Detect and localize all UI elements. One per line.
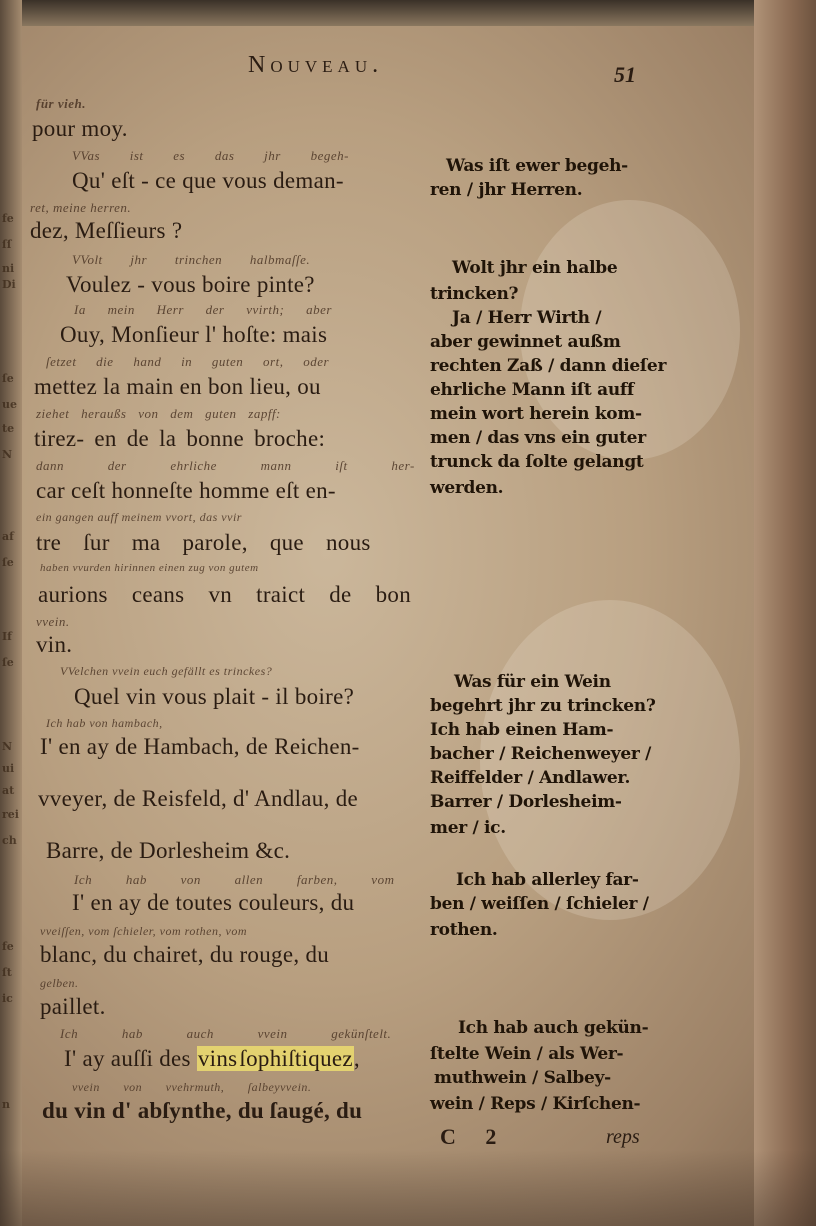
german-line: Was iſt ewer begeh- xyxy=(446,156,628,176)
margin-fragment: ſſ xyxy=(2,238,12,251)
running-head: Nouveau. xyxy=(248,52,384,78)
german-line: rothen. xyxy=(430,920,498,940)
german-line: men / das vns ein guter xyxy=(430,428,646,448)
german-line: ehrliche Mann iſt auff xyxy=(430,380,634,400)
margin-fragment: ue xyxy=(2,398,17,411)
german-line: mein wort herein kom- xyxy=(430,404,642,424)
french-line: I' en ay de Hambach, de Reichen- xyxy=(40,734,360,759)
german-line: bacher / Reichenweyer / xyxy=(430,744,652,764)
german-line: werden. xyxy=(430,478,504,498)
german-line: Ich hab einen Ham- xyxy=(430,720,614,740)
french-line: I' en ay de toutes couleurs, du xyxy=(72,890,355,915)
german-line: ſtelte Wein / als Wer- xyxy=(430,1044,624,1064)
margin-fragment: rei xyxy=(2,808,19,821)
page-left-edge xyxy=(0,0,22,1226)
french-line: pour moy. xyxy=(32,116,128,141)
french-line: Qu' eſt - ce que vous deman- xyxy=(72,168,344,193)
french-line xyxy=(64,1046,360,1072)
german-interlinear: für vieh. xyxy=(36,96,86,111)
german-line: wein / Reps / Kirſchen- xyxy=(430,1094,641,1114)
page-bottom-shadow xyxy=(0,1150,816,1226)
margin-fragment: ſe xyxy=(2,556,14,569)
margin-fragment: ſe xyxy=(2,656,14,669)
german-interlinear: ſetzet die hand in guten ort, oder xyxy=(46,354,330,369)
german-interlinear: Ich hab von hambach, xyxy=(46,716,163,730)
german-line: Ich hab auch gekün- xyxy=(458,1018,649,1038)
page-number: 51 xyxy=(614,62,636,87)
german-interlinear: gelben. xyxy=(40,976,79,990)
margin-fragment: af xyxy=(2,530,14,543)
french-line: paillet. xyxy=(40,994,106,1019)
german-interlinear: haben vvurden hirinnen einen zug von gutem xyxy=(40,562,259,574)
french-line: du vin d' abſynthe, du ſaugé, du xyxy=(42,1098,363,1123)
german-interlinear: ret, meine herren. xyxy=(30,200,132,215)
french-line: tre ſur ma parole, que nous xyxy=(36,530,371,555)
german-line: trincken? xyxy=(430,284,519,304)
german-interlinear: ziehet heraußs von dem guten zapff: xyxy=(36,406,281,421)
german-line: Ich hab allerley far- xyxy=(456,870,639,890)
french-line: vin. xyxy=(36,632,73,657)
german-line: muthwein / Salbey- xyxy=(434,1068,611,1088)
margin-fragment: ſt xyxy=(2,966,12,979)
german-line: aber gewinnet außm xyxy=(430,332,621,352)
german-line: trunck da ſolte gelangt xyxy=(430,452,644,472)
page-right-edge xyxy=(754,0,816,1226)
german-interlinear: vvein von vvehrmuth, ſalbeyvvein. xyxy=(72,1080,312,1094)
french-line: Voulez - vous boire pinte? xyxy=(66,272,315,297)
german-interlinear: vveiſſen, vom ſchieler, vom rothen, vom xyxy=(40,924,247,938)
german-interlinear: dann der ehrliche mann iſt her- xyxy=(36,458,415,473)
french-line: Quel vin vous plait - il boire? xyxy=(74,684,355,709)
margin-fragment: ic xyxy=(2,992,13,1005)
german-line: mer / ic. xyxy=(430,818,506,838)
french-line: tirez- en de la bonne broche: xyxy=(34,426,326,451)
margin-fragment: fe xyxy=(2,212,14,225)
french-line: aurions ceans vn traict de bon xyxy=(38,582,411,607)
french-text: I' ay auſſi des xyxy=(64,1046,191,1071)
german-interlinear: VVas ist es das jhr begeh- xyxy=(72,148,349,163)
margin-fragment: N xyxy=(2,448,13,461)
signature-mark: C 2 xyxy=(440,1124,497,1149)
german-interlinear: Ich hab von allen farben, vom xyxy=(74,872,395,887)
margin-fragment: Di xyxy=(2,278,16,291)
french-line: vveyer, de Reisfeld, d' Andlau, de xyxy=(38,786,359,811)
german-interlinear: VVolt jhr trinchen halbmaſſe. xyxy=(72,252,311,267)
german-line: Reiffelder / Andlawer. xyxy=(430,768,631,788)
margin-fragment: ſe xyxy=(2,372,14,385)
german-interlinear: VVelchen vvein euch gefällt es trinckes? xyxy=(60,664,273,678)
margin-fragment: n xyxy=(2,1098,10,1111)
margin-fragment: te xyxy=(2,422,15,435)
german-interlinear: Ia mein Herr der vvirth; aber xyxy=(74,302,332,317)
margin-fragment: ch xyxy=(2,834,17,847)
french-line: Barre, de Dorlesheim &c. xyxy=(46,838,291,863)
highlighted-word: ſophiſtiquez xyxy=(239,1046,353,1071)
margin-fragment: ui xyxy=(2,762,15,775)
german-line: ben / weiſſen / ſchieler / xyxy=(430,894,649,914)
german-line: Barrer / Dorlesheim- xyxy=(430,792,622,812)
german-interlinear: Ich hab auch vvein gekünſtelt. xyxy=(60,1026,392,1041)
french-line: blanc, du chairet, du rouge, du xyxy=(40,942,330,967)
french-line: car ceſt honneſte homme eſt en- xyxy=(36,478,336,503)
french-line: dez, Meſſieurs ? xyxy=(30,218,183,243)
german-interlinear: vvein. xyxy=(36,614,70,629)
french-line: Ouy, Monſieur l' hoſte: mais xyxy=(60,322,328,347)
german-line: Ja / Herr Wirth / xyxy=(452,308,602,328)
german-line: Was für ein Wein xyxy=(454,672,611,692)
margin-fragment: N xyxy=(2,740,13,753)
highlighted-word: vins xyxy=(197,1046,238,1071)
margin-fragment: If xyxy=(2,630,12,643)
german-line: begehrt jhr zu trincken? xyxy=(430,696,656,716)
margin-fragment: fe xyxy=(2,940,14,953)
german-interlinear: ein gangen auff meinem vvort, das vvir xyxy=(36,510,242,524)
french-line: mettez la main en bon lieu, ou xyxy=(34,374,321,399)
german-line: ren / jhr Herren. xyxy=(430,180,583,200)
margin-fragment: at xyxy=(2,784,15,797)
page-top-edge xyxy=(0,0,816,26)
german-line: rechten Zaß / dann dieſer xyxy=(430,356,667,376)
catchword: reps xyxy=(606,1126,640,1148)
german-line: Wolt jhr ein halbe xyxy=(452,258,618,278)
french-text: , xyxy=(353,1046,360,1071)
margin-fragment: ni xyxy=(2,262,15,275)
